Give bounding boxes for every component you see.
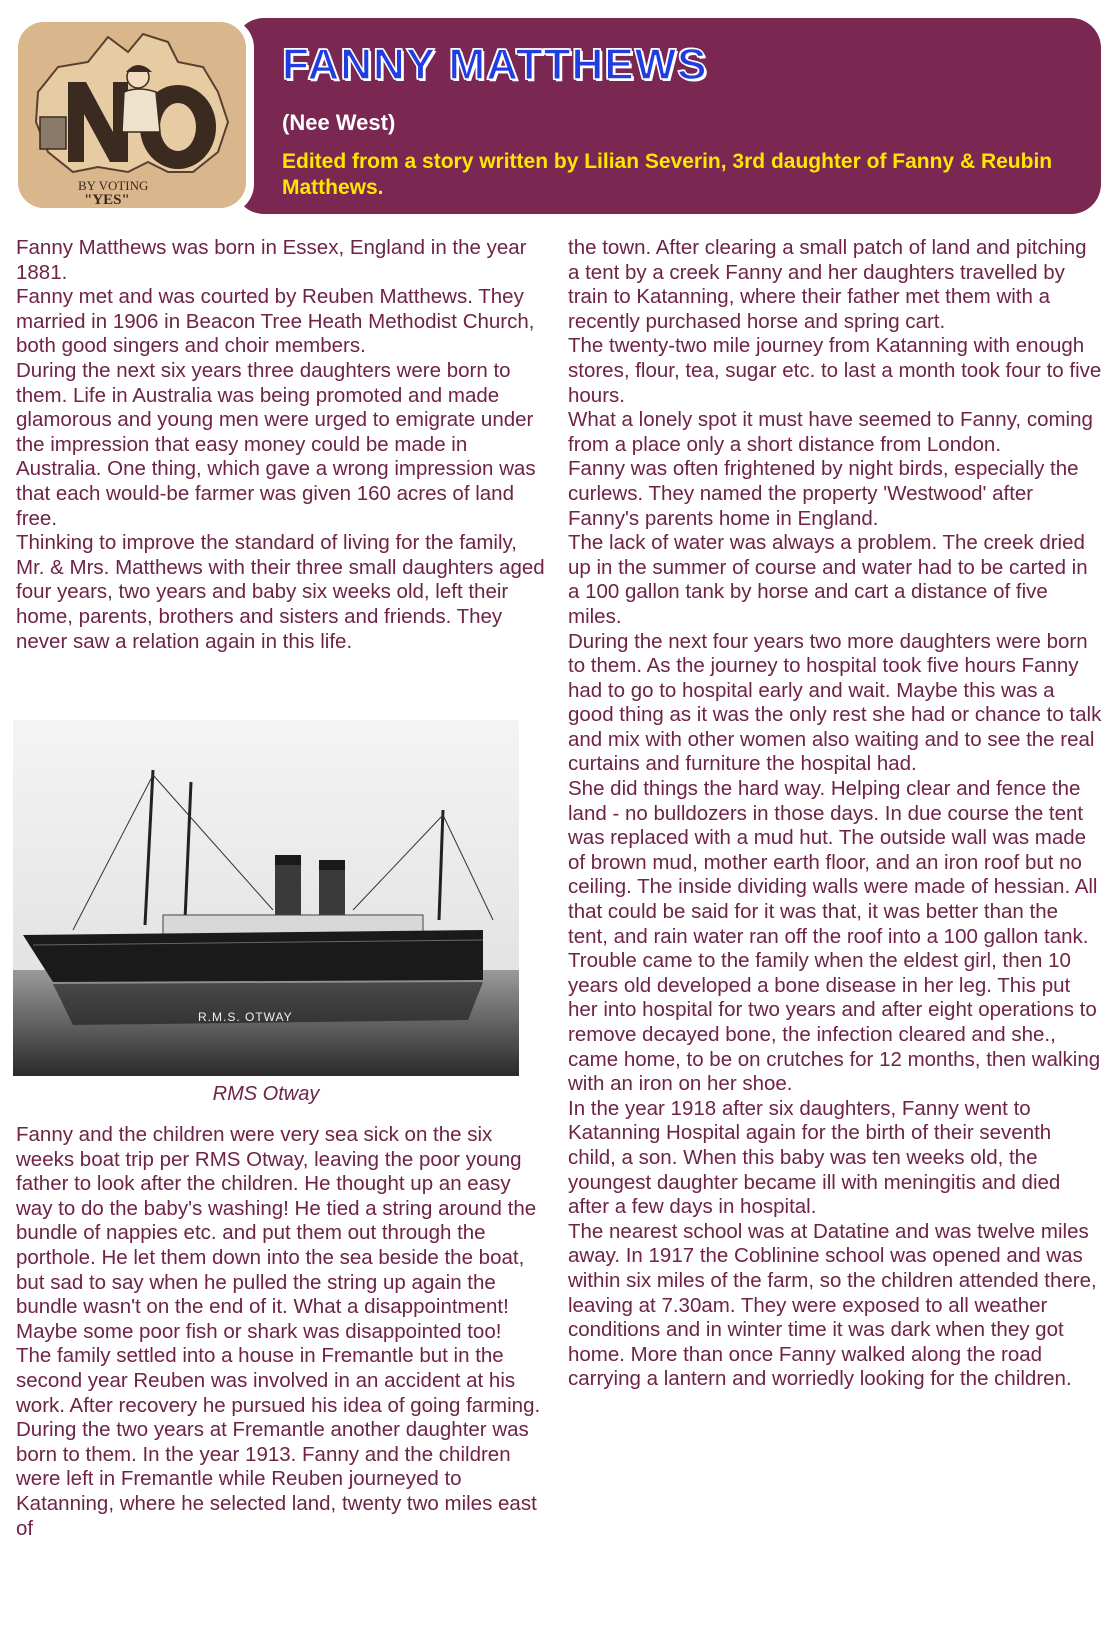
paragraph: Fanny Matthews was born in Essex, England in the year 1881.: [16, 236, 527, 284]
logo-yes-text: "YES": [84, 192, 130, 208]
logo-by-voting-text: BY VOTING: [78, 178, 149, 193]
paragraph: The twenty-two mile journey from Katanning with enough stores, flour, tea, sugar etc. to last a month took four to five hours.: [568, 334, 1102, 407]
header: [14, 18, 1101, 214]
page-title: FANNY MATTHEWS: [282, 40, 708, 89]
paragraph: the town. After clearing a small patch of land and pitching a tent by a creek Fanny and her daughters travelled by train to Katanning, where their father met them with a recently purchased horse and spring cart.: [568, 236, 1087, 333]
paragraph: Fanny met and was courted by Reuben Matthews. They married in 1906 in Beacon Tree Heath Methodist Church, both good singers and choir members.: [16, 285, 535, 358]
right-column: [568, 236, 1103, 1392]
page-subtitle: (Nee West): [282, 110, 396, 135]
ship-label-text: R.M.S. OTWAY: [198, 1010, 293, 1024]
poster-illustration: [18, 22, 246, 208]
paragraph: During the next four years two more daughters were born to them. As the journey to hospital took five hours Fanny had to go to hospital early and wait. Maybe this was a good thing as it was the only rest she had or chance to talk and mix with other women also waiting and to see the real curtains and furniture the hospital had.: [568, 629, 1102, 776]
logo-frame: [14, 18, 254, 214]
paragraph: Trouble came to the family when the eldest girl, then 10 years old developed a bone disease in her leg. This put her into hospital for two years and after eight operations to remove decayed bone, the infection cleared and she., came home, to be on crutches for 12 months, then walking with an iron on her shoe.: [568, 949, 1101, 1096]
author-credit: Edited from a story written by Lilian Severin, 3rd daughter of Fanny & Reubin Matthews.: [282, 150, 1053, 199]
paragraph: During the next six years three daughters were born to them. Life in Australia was being promoted and made glamorous and young men were urged to emigrate under the impression that easy money could be made in Australia. One thing, which gave a wrong impression was that each would-be farmer was given 160 acres of land free.: [16, 358, 536, 530]
paragraph: She did things the hard way. Helping clear and fence the land - no bulldozers in those days. In due course the tent was replaced with a mud hut. The outside wall was made of brown mud, mother earth floor, and an iron roof but no ceiling. The inside dividing walls were made of hessian. All that could be said for it was that, it was better than the tent, and rain water ran off the roof into a 100 gallon tank.: [568, 777, 1098, 948]
photo-caption: RMS Otway: [212, 1083, 320, 1105]
paragraph: Fanny and the children were very sea sick on the six weeks boat trip per RMS Otway, leaving the poor young father to look after the children. He thought up an easy way to do the baby's washing! He tied a string around the bundle of nappies etc. and put them out through the porthole. He let them down into the sea beside the boat, but sad to say when he pulled the string up again the bundle wasn't on the end of it. What a disappointment! Maybe some poor fish or shark was disappointed too!: [16, 1123, 537, 1343]
paragraph: Thinking to improve the standard of living for the family, Mr. & Mrs. Matthews with their three small daughters aged four years, two years and baby six weeks old, left their home, parents, brothers and sisters and friends. They never saw a relation again in this life.: [16, 531, 545, 653]
paragraph: The nearest school was at Datatine and was twelve miles away. In 1917 the Coblinine school was opened and was within six miles of the farm, so the children attended there, leaving at 7.30am. They were exposed to all weather conditions and in winter time it was dark when they got home. More than once Fanny walked along the road carrying a lantern and worriedly looking for the children.: [568, 1219, 1097, 1391]
vote-yes-poster-image: [18, 22, 246, 208]
paragraph: The lack of water was always a problem. The creek dried up in the summer of course and water had to be carted in a 100 gallon tank by horse and cart a distance of five miles.: [568, 531, 1088, 628]
paragraph: The family settled into a house in Fremantle but in the second year Reuben was involved in an accident at his work. After recovery he pursued his idea of going farming. During the two years at Fremantle another daughter was born to them. In the year 1913. Fanny and the children were left in Fremantle while Reuben journeyed to Katanning, where he selected land, twenty two miles east of: [16, 1344, 541, 1540]
paragraph: What a lonely spot it must have seemed to Fanny, coming from a place only a short distance from London.: [568, 408, 1093, 456]
left-column-bottom: [16, 1123, 546, 1541]
paragraph: Fanny was often frightened by night birds, especially the curlews. They named the property 'Westwood' after Fanny's parents home in England.: [568, 457, 1079, 530]
paragraph: In the year 1918 after six daughters, Fanny went to Katanning Hospital again for the birth of their seventh child, a son. When this baby was ten weeks old, the youngest daughter became ill with meningitis and died after a few days in hospital.: [568, 1096, 1061, 1219]
left-column-top: [16, 236, 546, 654]
ship-photo: [13, 720, 519, 1076]
rms-otway-ship-image: [13, 720, 519, 1076]
